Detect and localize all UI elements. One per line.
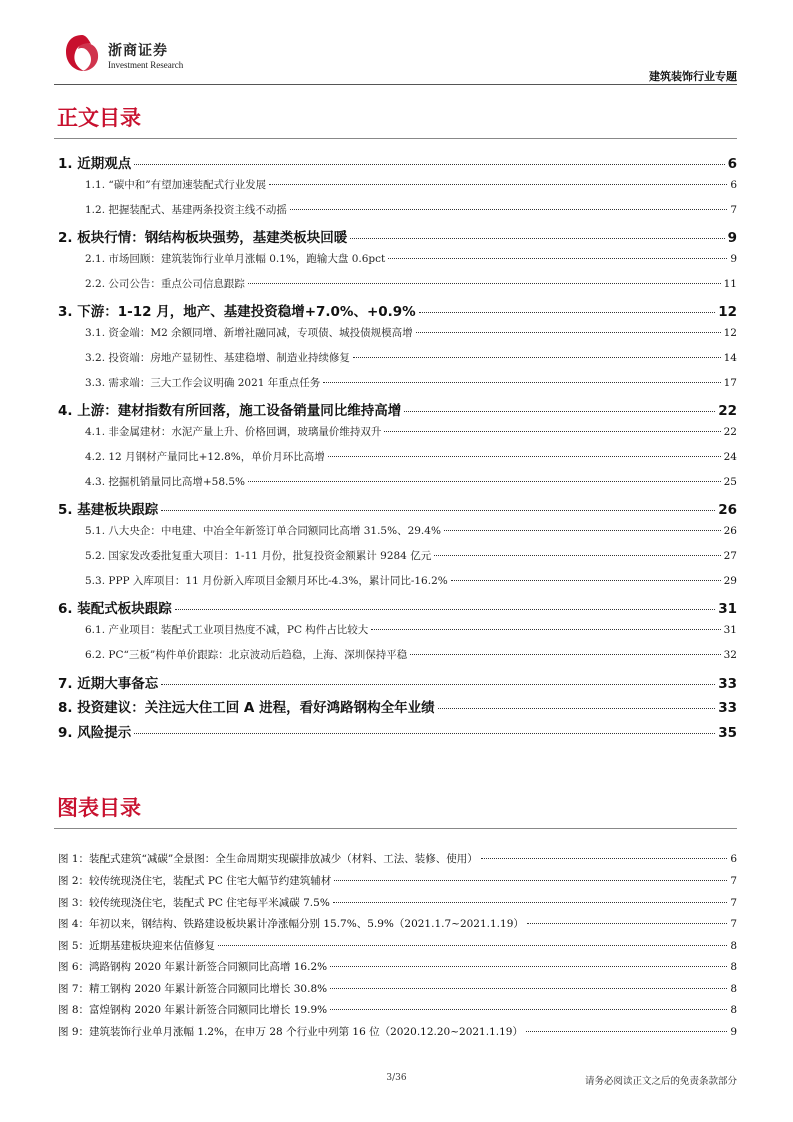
toc-entry-label: 6.1. 产业项目：装配式工业项目热度不减，PC 构件占比较大 xyxy=(85,624,369,636)
toc-entry-section[interactable] xyxy=(58,325,737,339)
toc-entry-label: 1. 近期观点 xyxy=(58,156,132,172)
toc-entry-label: 5.3. PPP 入库项目：11 月份新入库项目金额月环比-4.3%，累计同比-16.2% xyxy=(85,575,448,587)
toc-entry-label: 3.2. 投资端：房地产显韧性、基建稳增、制造业持续修复 xyxy=(85,352,350,364)
disclaimer-note: 请务必阅读正文之后的免责条款部分 xyxy=(584,1076,737,1087)
toc-entry-chapter[interactable] xyxy=(58,672,737,690)
header-divider xyxy=(54,84,737,85)
toc-entry-page: 11 xyxy=(723,278,737,290)
toc-leader-dots xyxy=(134,164,724,165)
toc-entry-page: 25 xyxy=(723,476,737,488)
toc-entry-chapter[interactable] xyxy=(58,498,737,516)
figure-entry[interactable] xyxy=(58,895,737,909)
figures-title-divider xyxy=(54,828,737,829)
figure-leader-dots xyxy=(526,1031,727,1032)
toc-leader-dots xyxy=(248,481,721,482)
toc-entry-page: 7 xyxy=(730,204,737,216)
toc-entry-page: 24 xyxy=(723,451,737,463)
figure-entry-page: 7 xyxy=(730,875,737,887)
toc-entry-section[interactable] xyxy=(58,449,737,463)
figure-entry[interactable] xyxy=(58,1024,737,1038)
toc-entry-label: 9. 风险提示 xyxy=(58,725,132,741)
toc-entry-page: 22 xyxy=(718,403,737,419)
figure-entry-label: 图 7：精工钢构 2020 年累计新签合同额同比增长 30.8% xyxy=(58,983,328,995)
toc-entry-label: 4. 上游：建材指数有所回落，施工设备销量同比维持高增 xyxy=(58,403,402,419)
toc-entry-section[interactable] xyxy=(58,375,737,389)
toc-entry-page: 35 xyxy=(718,725,737,741)
toc-title: 正文目录 xyxy=(57,106,141,130)
toc-entry-section[interactable] xyxy=(58,548,737,562)
toc-entry-page: 26 xyxy=(723,525,737,537)
toc-leader-dots xyxy=(419,312,715,313)
toc-entry-page: 29 xyxy=(723,575,737,587)
figure-entry-label: 图 1：装配式建筑“减碳”全景图：全生命周期实现碳排放减少（材料、工法、装修、使用） xyxy=(58,853,478,865)
figure-entry[interactable] xyxy=(58,938,737,952)
page-number: 3/36 xyxy=(386,1073,407,1083)
toc-entry-page: 9 xyxy=(727,230,737,246)
figure-entry[interactable] xyxy=(58,916,737,930)
toc-leader-dots xyxy=(350,238,724,239)
figure-entry-label: 图 2：较传统现浇住宅，装配式 PC 住宅大幅节约建筑辅材 xyxy=(58,875,332,887)
toc-entry-section[interactable] xyxy=(58,276,737,290)
toc-leader-dots xyxy=(269,184,727,185)
toc-entry-label: 2.2. 公司公告：重点公司信息跟踪 xyxy=(85,278,245,290)
figure-entry-label: 图 4：年初以来，钢结构、铁路建设板块累计净涨幅分别 15.7%、5.9%（2021.1.7~2021.1.19） xyxy=(58,918,524,930)
toc-entry-page: 6 xyxy=(730,179,737,191)
toc-entry-label: 2. 板块行情：钢结构板块强势，基建类板块回暖 xyxy=(58,230,348,246)
toc-entry-label: 8. 投资建议：关注远大住工回 A 进程，看好鸿路钢构全年业绩 xyxy=(58,700,435,716)
company-name-cn: 浙商证券 xyxy=(108,43,168,59)
company-name-en: Investment Research xyxy=(108,60,184,70)
toc-entry-chapter[interactable] xyxy=(58,399,737,417)
toc-entry-page: 33 xyxy=(718,700,737,716)
figure-leader-dots xyxy=(481,858,728,859)
toc-entry-chapter[interactable] xyxy=(58,152,737,170)
figure-entry-label: 图 9：建筑装饰行业单月涨幅 1.2%，在申万 28 个行业中列第 16 位（2020.12.20~2021.1.19） xyxy=(58,1026,523,1038)
toc-entry-label: 4.1. 非金属建材：水泥产量上升、价格回调，玻璃量价维持双升 xyxy=(85,426,382,438)
figure-entry-page: 8 xyxy=(730,961,737,973)
toc-entry-label: 1.2. 把握装配式、基建两条投资主线不动摇 xyxy=(85,204,287,216)
toc-leader-dots xyxy=(410,654,720,655)
toc-entry-section[interactable] xyxy=(58,523,737,537)
figure-entry-page: 7 xyxy=(730,918,737,930)
toc-entry-section[interactable] xyxy=(58,647,737,661)
figure-entry[interactable] xyxy=(58,873,737,887)
toc-entry-label: 6. 装配式板块跟踪 xyxy=(58,601,172,617)
toc-entry-page: 22 xyxy=(723,426,737,438)
toc-entry-section[interactable] xyxy=(58,474,737,488)
figure-leader-dots xyxy=(333,902,728,903)
figure-leader-dots xyxy=(218,945,727,946)
toc-entry-label: 5.1. 八大央企：中电建、中冶全年新签订单合同额同比高增 31.5%、29.4% xyxy=(85,525,441,537)
toc-entry-chapter[interactable] xyxy=(58,597,737,615)
figure-leader-dots xyxy=(330,988,727,989)
figure-entry-label: 图 6：鸿路钢构 2020 年累计新签合同额同比高增 16.2% xyxy=(58,961,328,973)
toc-entry-page: 33 xyxy=(718,676,737,692)
toc-title-divider xyxy=(54,138,737,139)
figure-entry-page: 8 xyxy=(730,983,737,995)
toc-entry-label: 1.1. “碳中和”有望加速装配式行业发展 xyxy=(85,179,267,191)
toc-entry-section[interactable] xyxy=(58,350,737,364)
toc-leader-dots xyxy=(371,629,720,630)
figure-entry[interactable] xyxy=(58,1002,737,1016)
toc-entry-chapter[interactable] xyxy=(58,300,737,318)
toc-entry-label: 7. 近期大事备忘 xyxy=(58,676,159,692)
figure-entry-label: 图 5：近期基建板块迎来估值修复 xyxy=(58,940,216,952)
toc-leader-dots xyxy=(161,684,715,685)
toc-leader-dots xyxy=(388,258,727,259)
figure-leader-dots xyxy=(330,966,727,967)
report-type: 建筑装饰行业专题 xyxy=(649,70,737,83)
toc-entry-label: 3.3. 需求端：三大工作会议明确 2021 年重点任务 xyxy=(85,377,321,389)
toc-entry-page: 31 xyxy=(718,601,737,617)
toc-leader-dots xyxy=(290,209,727,210)
toc-entry-page: 26 xyxy=(718,502,737,518)
figure-entry[interactable] xyxy=(58,981,737,995)
toc-entry-section[interactable] xyxy=(58,622,737,636)
toc-entry-section[interactable] xyxy=(58,424,737,438)
toc-entry-label: 5.2. 国家发改委批复重大项目：1-11 月份，批复投资金额累计 9284 亿元 xyxy=(85,550,432,562)
figure-leader-dots xyxy=(334,880,727,881)
figure-entry-page: 8 xyxy=(730,1004,737,1016)
toc-entry-page: 6 xyxy=(727,156,737,172)
toc-entry-section[interactable] xyxy=(58,573,737,587)
toc-entry-label: 5. 基建板块跟踪 xyxy=(58,502,159,518)
toc-leader-dots xyxy=(248,283,721,284)
toc-leader-dots xyxy=(384,431,720,432)
toc-leader-dots xyxy=(161,510,715,511)
toc-entry-page: 14 xyxy=(723,352,737,364)
figure-leader-dots xyxy=(330,1009,727,1010)
toc-entry-label: 4.3. 挖掘机销量同比高增+58.5% xyxy=(85,476,246,488)
toc-entry-label: 3. 下游：1-12 月，地产、基建投资稳增+7.0%、+0.9% xyxy=(58,304,416,320)
toc-leader-dots xyxy=(404,411,715,412)
toc-entry-page: 17 xyxy=(723,377,737,389)
toc-leader-dots xyxy=(175,609,715,610)
toc-entry-label: 6.2. PC“三板”构件单价跟踪：北京波动后趋稳，上海、深圳保持平稳 xyxy=(85,649,408,661)
toc-entry-page: 12 xyxy=(718,304,737,320)
toc-leader-dots xyxy=(328,456,721,457)
toc-entry-page: 27 xyxy=(723,550,737,562)
toc-entry-page: 12 xyxy=(723,327,737,339)
toc-leader-dots xyxy=(434,555,720,556)
toc-leader-dots xyxy=(451,580,721,581)
toc-leader-dots xyxy=(438,708,716,709)
page-header xyxy=(54,34,737,84)
figures-title: 图表目录 xyxy=(57,796,141,820)
figure-entry-page: 7 xyxy=(730,897,737,909)
toc-leader-dots xyxy=(444,530,721,531)
toc-leader-dots xyxy=(416,332,721,333)
toc-leader-dots xyxy=(323,382,720,383)
figure-entry-page: 9 xyxy=(730,1026,737,1038)
toc-entry-chapter[interactable] xyxy=(58,226,737,244)
figure-leader-dots xyxy=(527,923,727,924)
toc-entry-section[interactable] xyxy=(58,251,737,265)
toc-entry-page: 9 xyxy=(730,253,737,265)
figure-entry[interactable] xyxy=(58,959,737,973)
figure-entry-label: 图 3：较传统现浇住宅，装配式 PC 住宅每平米减碳 7.5% xyxy=(58,897,330,909)
figure-entry[interactable] xyxy=(58,851,737,865)
figure-entry-page: 6 xyxy=(730,853,737,865)
toc-entry-page: 31 xyxy=(723,624,737,636)
toc-leader-dots xyxy=(134,733,715,734)
toc-entry-section[interactable] xyxy=(58,177,737,191)
toc-entry-label: 2.1. 市场回顾：建筑装饰行业单月涨幅 0.1%，跑输大盘 0.6pct xyxy=(85,253,386,265)
toc-entry-chapter[interactable] xyxy=(58,721,737,739)
company-logo-icon xyxy=(64,34,100,72)
toc-entry-label: 3.1. 资金端：M2 余额同增、新增社融同减，专项债、城投债规模高增 xyxy=(85,327,413,339)
toc-leader-dots xyxy=(353,357,721,358)
figure-entry-label: 图 8：富煌钢构 2020 年累计新签合同额同比增长 19.9% xyxy=(58,1004,328,1016)
toc-entry-label: 4.2. 12 月钢材产量同比+12.8%，单价月环比高增 xyxy=(85,451,325,463)
toc-entry-page: 32 xyxy=(723,649,737,661)
toc-entry-chapter[interactable] xyxy=(58,696,737,714)
figure-entry-page: 8 xyxy=(730,940,737,952)
toc-entry-section[interactable] xyxy=(58,202,737,216)
